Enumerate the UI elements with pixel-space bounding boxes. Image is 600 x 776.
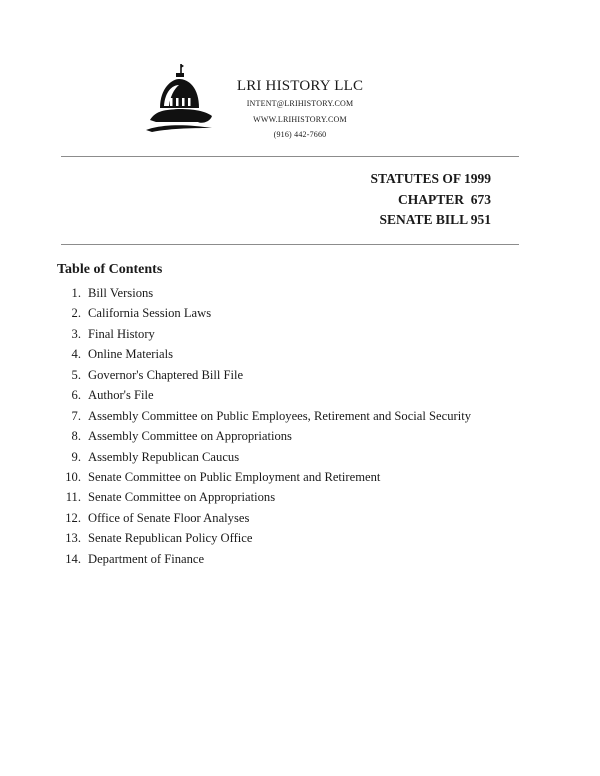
toc-item-label: Author's File [88, 388, 154, 403]
toc-item[interactable] [57, 388, 471, 408]
toc-item-number: 5. [71, 367, 81, 382]
toc-item-label: Assembly Committee on Appropriations [88, 429, 292, 444]
divider-bottom [61, 244, 519, 245]
toc-item-number: 12. [65, 510, 81, 525]
toc-item-label: Online Materials [88, 347, 173, 362]
toc-item[interactable] [57, 327, 471, 347]
company-phone: (916) 442-7660 [273, 130, 327, 139]
toc-item-number: 1. [71, 286, 81, 300]
company-name: LRI HISTORY LLC [236, 78, 364, 94]
toc-item-label: Senate Republican Policy Office [88, 531, 253, 546]
capitol-dome-logo-icon [142, 62, 216, 140]
toc-item[interactable] [57, 531, 471, 551]
toc-item-label: Governor's Chaptered Bill File [88, 367, 244, 382]
toc-item-number: 8. [71, 429, 81, 444]
toc-item[interactable] [57, 429, 471, 449]
toc-item[interactable] [57, 450, 471, 470]
company-website: WWW.LRIHISTORY.COM [253, 115, 347, 124]
toc-item-label: Department of Finance [88, 551, 205, 566]
toc-item-number: 14. [65, 551, 81, 566]
toc-item-number: 9. [71, 449, 81, 464]
toc-item[interactable] [57, 490, 471, 510]
statute-bill: SENATE BILL 951 [379, 212, 491, 227]
toc-item-number: 3. [71, 326, 81, 341]
toc-item-number: 10. [65, 469, 81, 484]
toc-list [57, 286, 471, 572]
company-email: INTENT@LRIHISTORY.COM [246, 99, 354, 108]
toc-item-number: 13. [65, 531, 81, 546]
toc-item-label: Senate Committee on Public Employment and Retirement [88, 469, 381, 484]
toc-title: Table of Contents [57, 262, 163, 277]
divider-top [61, 156, 519, 157]
toc-item-number: 11. [65, 490, 81, 505]
statute-chapter: CHAPTER 673 [397, 192, 491, 207]
toc-item-label: Final History [88, 326, 155, 341]
toc-item-number: 7. [71, 408, 81, 423]
toc-item[interactable] [57, 368, 471, 388]
toc-item[interactable] [57, 286, 471, 306]
toc-item-number: 6. [71, 388, 81, 403]
toc-item-number: 4. [71, 347, 81, 362]
toc-item-label: California Session Laws [88, 306, 212, 321]
statute-year: STATUTES OF 1999 [370, 171, 491, 186]
toc-item[interactable] [57, 511, 471, 531]
toc-item[interactable] [57, 552, 471, 572]
toc-item-number: 2. [71, 306, 81, 321]
toc-item[interactable] [57, 470, 471, 490]
toc-item-label: Senate Committee on Appropriations [88, 490, 276, 505]
toc-item-label: Assembly Republican Caucus [88, 449, 240, 464]
toc-item[interactable] [57, 347, 471, 367]
toc-item-label: Assembly Committee on Public Employees, Retirement and Social Security [88, 408, 471, 423]
toc-item-label: Bill Versions [88, 286, 154, 300]
toc-item[interactable] [57, 306, 471, 326]
toc-item[interactable] [57, 409, 471, 429]
toc-item-label: Office of Senate Floor Analyses [88, 510, 250, 525]
